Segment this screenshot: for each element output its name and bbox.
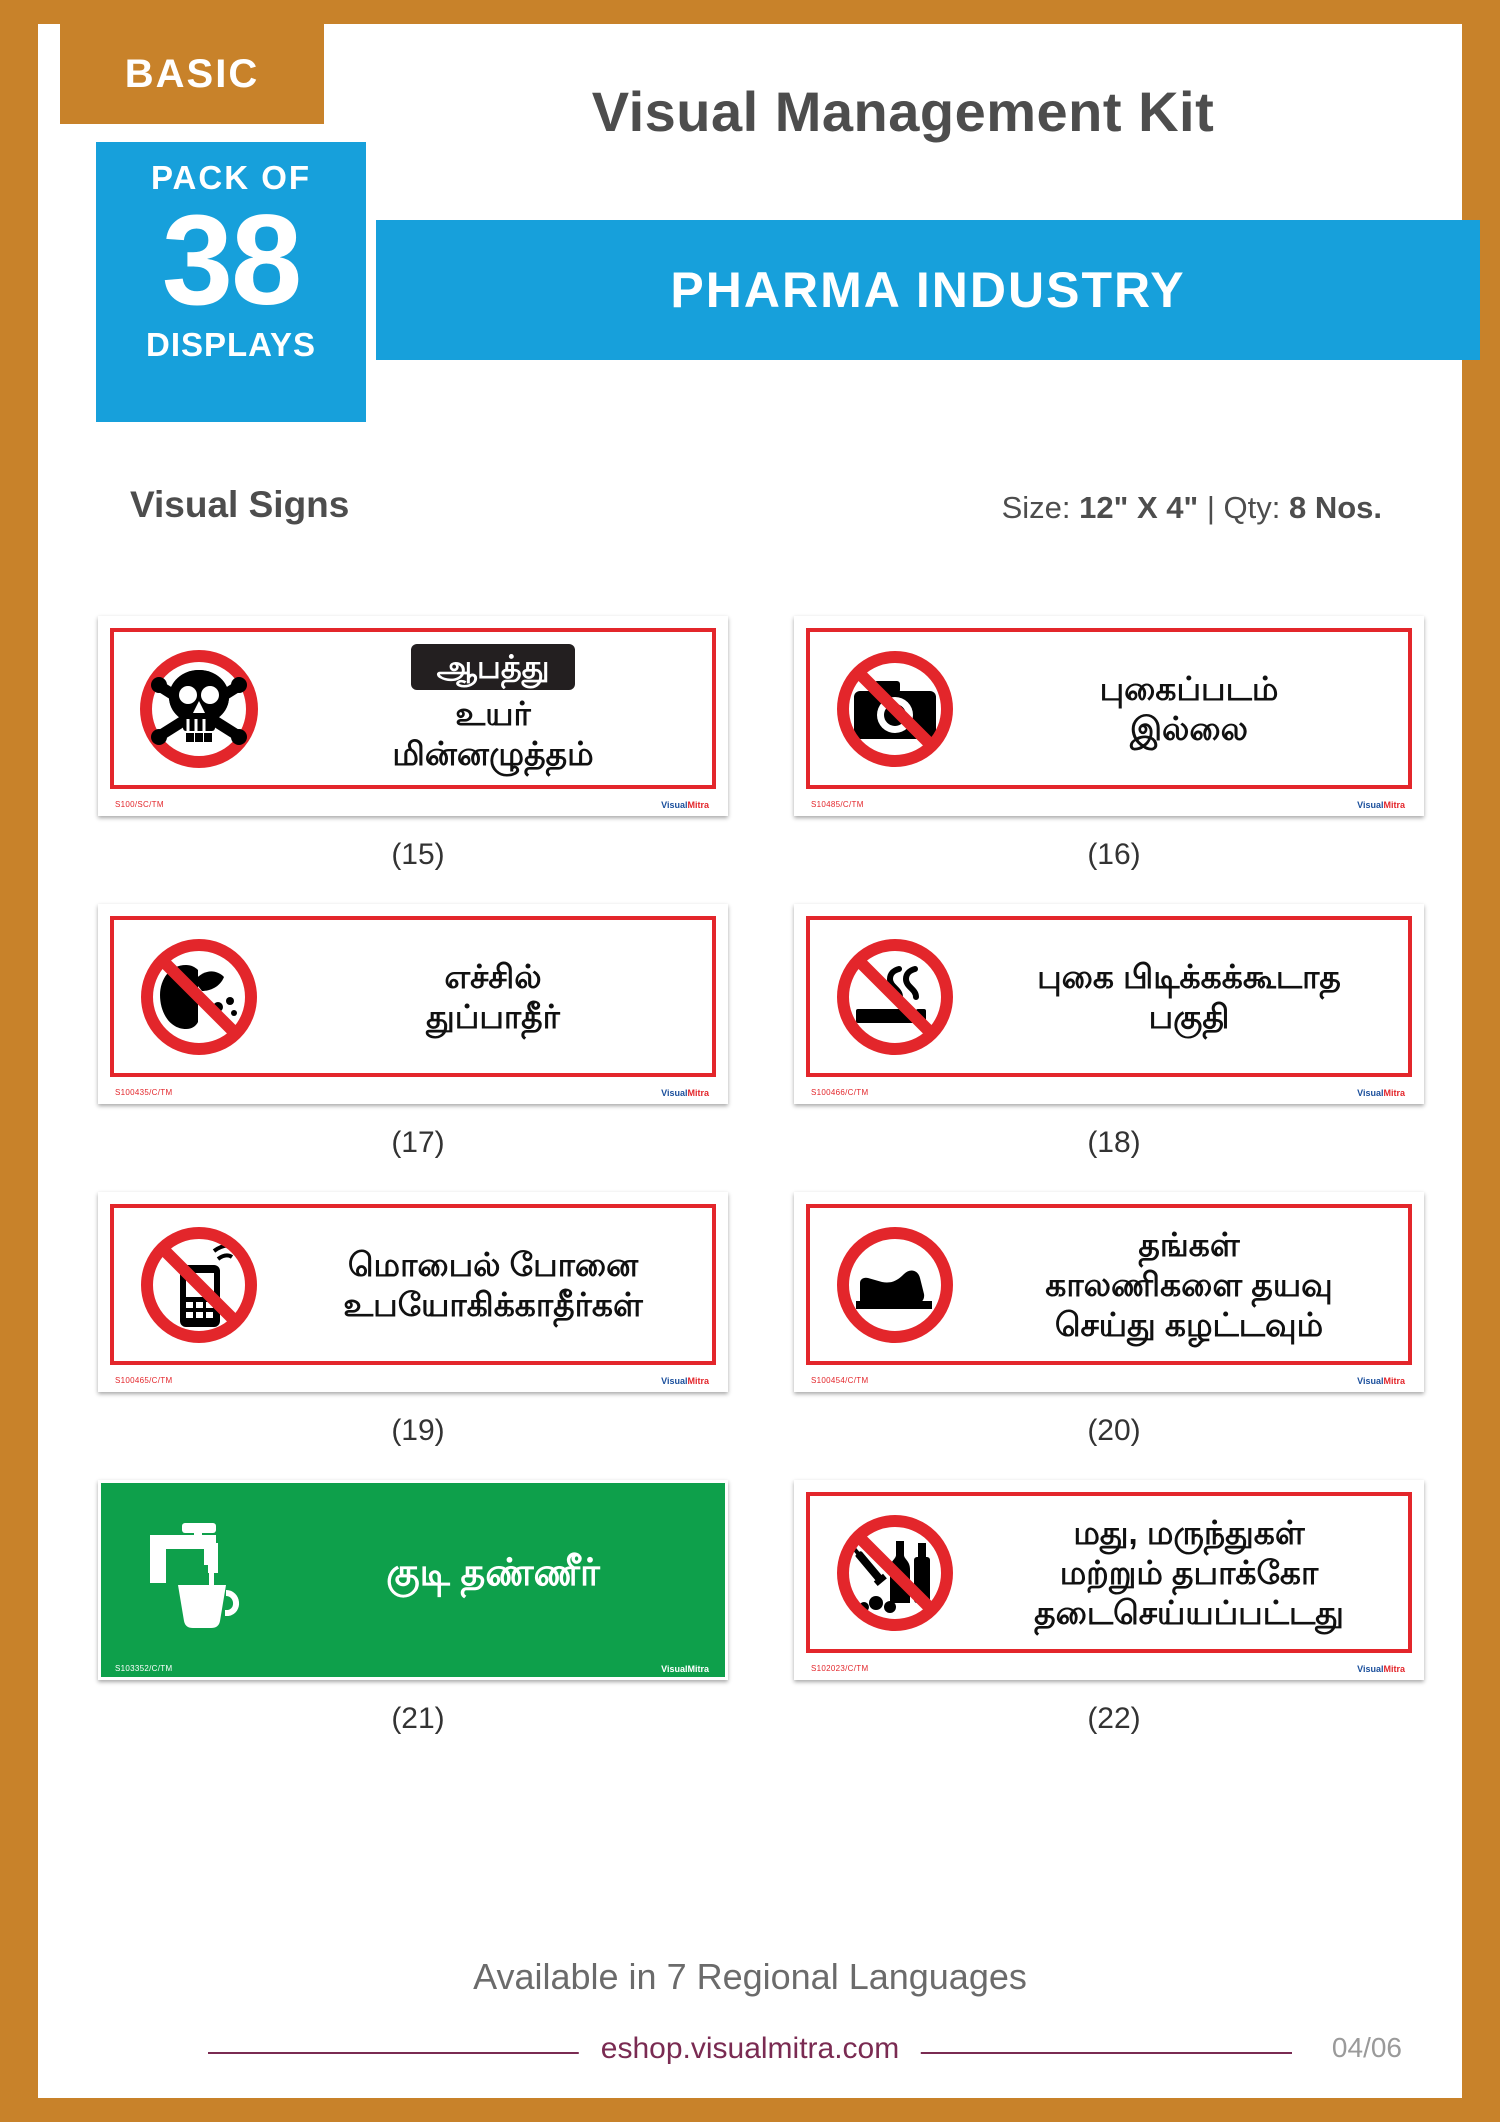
brand-mark <box>1357 1664 1405 1674</box>
sign-line-1: மொபைல் போனை <box>347 1245 639 1283</box>
sign-line-1: புகை பிடிக்கக்கூடாத <box>1037 957 1341 995</box>
sign-code: S100435/C/TM <box>115 1088 173 1097</box>
sign-row <box>38 904 1462 1160</box>
danger-badge: ஆபத்து <box>411 644 576 690</box>
displays-label: DISPLAYS <box>145 326 316 363</box>
sign-card-17[interactable] <box>98 904 728 1104</box>
brand-part-2: Mitra <box>1383 800 1405 810</box>
pack-count: 38 <box>161 189 301 332</box>
sign-text <box>980 669 1408 749</box>
sign-caption: (15) <box>391 838 445 871</box>
brand-part-2: Mitra <box>687 800 709 810</box>
brand-part-1: Visual <box>1357 1664 1384 1674</box>
sign-code: S100/SC/TM <box>115 800 164 809</box>
sign-line-1: தங்கள் <box>1138 1225 1240 1263</box>
sign-card-15[interactable] <box>98 616 728 816</box>
sign-text <box>284 644 712 774</box>
no-spitting-icon <box>114 920 284 1073</box>
sign-line-2: துப்பாதீர் <box>426 997 560 1035</box>
brand-part-1: Visual <box>1357 1376 1384 1386</box>
brand-part-2: Mitra <box>687 1088 709 1098</box>
sign-cell <box>98 1192 738 1448</box>
sign-code: S100465/C/TM <box>115 1376 173 1385</box>
sign-card-16[interactable] <box>794 616 1424 816</box>
drinking-water-tap-icon <box>110 1492 280 1653</box>
sign-line-2: இல்லை <box>1129 709 1249 747</box>
sign-card-20[interactable] <box>794 1192 1424 1392</box>
skull-crossbones-prohibition-icon <box>114 632 284 785</box>
sign-line-3: தடைசெய்யப்பட்டது <box>1034 1593 1344 1631</box>
sign-cell <box>98 616 738 872</box>
sign-line-1: மது, மருந்துகள் <box>1073 1513 1305 1551</box>
sign-code: S10485/C/TM <box>811 800 864 809</box>
remove-footwear-icon <box>810 1208 980 1361</box>
sign-text <box>284 957 712 1037</box>
sign-caption: (21) <box>391 1702 445 1735</box>
sign-grid <box>38 616 1462 1768</box>
sign-card-18[interactable] <box>794 904 1424 1104</box>
sign-line-3: செய்து கழட்டவும் <box>1054 1305 1324 1343</box>
brand-part-2: Mitra <box>687 1376 709 1386</box>
sign-text <box>284 1245 712 1325</box>
sign-line-2: மின்னழுத்தம் <box>392 734 594 772</box>
sign-card-22[interactable] <box>794 1480 1424 1680</box>
sign-caption: (16) <box>1087 838 1141 871</box>
no-photography-icon <box>810 632 980 785</box>
section-title: Visual Signs <box>130 484 350 525</box>
sign-cell <box>98 1480 738 1736</box>
sign-cell <box>794 1480 1434 1736</box>
brand-part-1: Visual <box>661 1088 688 1098</box>
brand-mark <box>1357 1376 1405 1386</box>
sign-row <box>38 616 1462 872</box>
size-value: 12" X 4" <box>1079 490 1199 525</box>
sign-line-1: எச்சில் <box>444 957 542 995</box>
sign-row <box>38 1480 1462 1736</box>
sign-card-21[interactable] <box>98 1480 728 1680</box>
section-header <box>38 484 1462 544</box>
brand-part-2: Mitra <box>687 1664 709 1674</box>
no-mobile-phone-icon <box>114 1208 284 1361</box>
sign-caption: (18) <box>1087 1126 1141 1159</box>
no-alcohol-drugs-tobacco-icon <box>810 1496 980 1649</box>
brand-mark <box>661 800 709 810</box>
qty-value: 8 Nos. <box>1288 490 1382 525</box>
brand-part-1: Visual <box>661 800 688 810</box>
industry-banner: PHARMA INDUSTRY <box>376 220 1480 360</box>
section-meta <box>1002 490 1382 526</box>
brand-part-1: Visual <box>661 1664 688 1674</box>
sign-line-2: காலணிகளை தயவு <box>1045 1265 1333 1303</box>
pack-of-label: PACK OF <box>150 159 312 196</box>
website-link[interactable]: eshop.visualmitra.com <box>579 2032 921 2066</box>
page-number: 04/06 <box>1320 2032 1402 2064</box>
sign-card-19[interactable] <box>98 1192 728 1392</box>
pack-badge <box>96 142 366 422</box>
sign-text <box>280 1553 716 1593</box>
sign-cell <box>794 904 1434 1160</box>
qty-label: Qty: <box>1223 490 1281 525</box>
sign-caption: (19) <box>391 1414 445 1447</box>
brand-mark <box>661 1088 709 1098</box>
brand-mark <box>661 1664 709 1674</box>
sign-line-1: உயர் <box>455 694 531 732</box>
brand-part-1: Visual <box>661 1376 688 1386</box>
kit-page <box>38 24 1462 2098</box>
sign-caption: (20) <box>1087 1414 1141 1447</box>
brand-part-1: Visual <box>1357 800 1384 810</box>
page-header <box>38 24 1462 363</box>
sign-code: S102023/C/TM <box>811 1664 869 1673</box>
sign-text <box>980 957 1408 1037</box>
footer-line <box>38 2032 1462 2072</box>
sign-line-1: புகைப்படம் <box>1099 669 1279 707</box>
brand-mark <box>1357 1088 1405 1098</box>
sign-cell <box>98 904 738 1160</box>
sign-line-2: உபயோகிக்காதீர்கள் <box>343 1285 643 1323</box>
sign-caption: (17) <box>391 1126 445 1159</box>
brand-mark <box>661 1376 709 1386</box>
basic-tag: BASIC <box>60 24 324 124</box>
sign-caption: (22) <box>1087 1702 1141 1735</box>
brand-part-2: Mitra <box>1383 1088 1405 1098</box>
page-title: Visual Management Kit <box>591 80 1215 143</box>
meta-separator: | <box>1206 490 1215 525</box>
sign-cell <box>794 1192 1434 1448</box>
sign-line-2: பகுதி <box>1148 997 1230 1035</box>
brand-part-2: Mitra <box>1383 1376 1405 1386</box>
page-footer <box>38 1956 1462 2072</box>
sign-row <box>38 1192 1462 1448</box>
sign-cell <box>794 616 1434 872</box>
brand-part-1: Visual <box>1357 1088 1384 1098</box>
sign-code: S103352/C/TM <box>115 1664 173 1673</box>
sign-text <box>980 1513 1408 1633</box>
sign-text <box>980 1225 1408 1345</box>
brand-mark <box>1357 800 1405 810</box>
sign-line-2: மற்றும் தபாக்கோ <box>1059 1553 1319 1591</box>
sign-code: S100466/C/TM <box>811 1088 869 1097</box>
languages-note: Available in 7 Regional Languages <box>473 1956 1027 1997</box>
sign-line-1: குடி தண்ணீர் <box>386 1551 600 1594</box>
size-label: Size: <box>1001 490 1071 525</box>
sign-code: S100454/C/TM <box>811 1376 869 1385</box>
brand-part-2: Mitra <box>1383 1664 1405 1674</box>
no-smoking-icon <box>810 920 980 1073</box>
